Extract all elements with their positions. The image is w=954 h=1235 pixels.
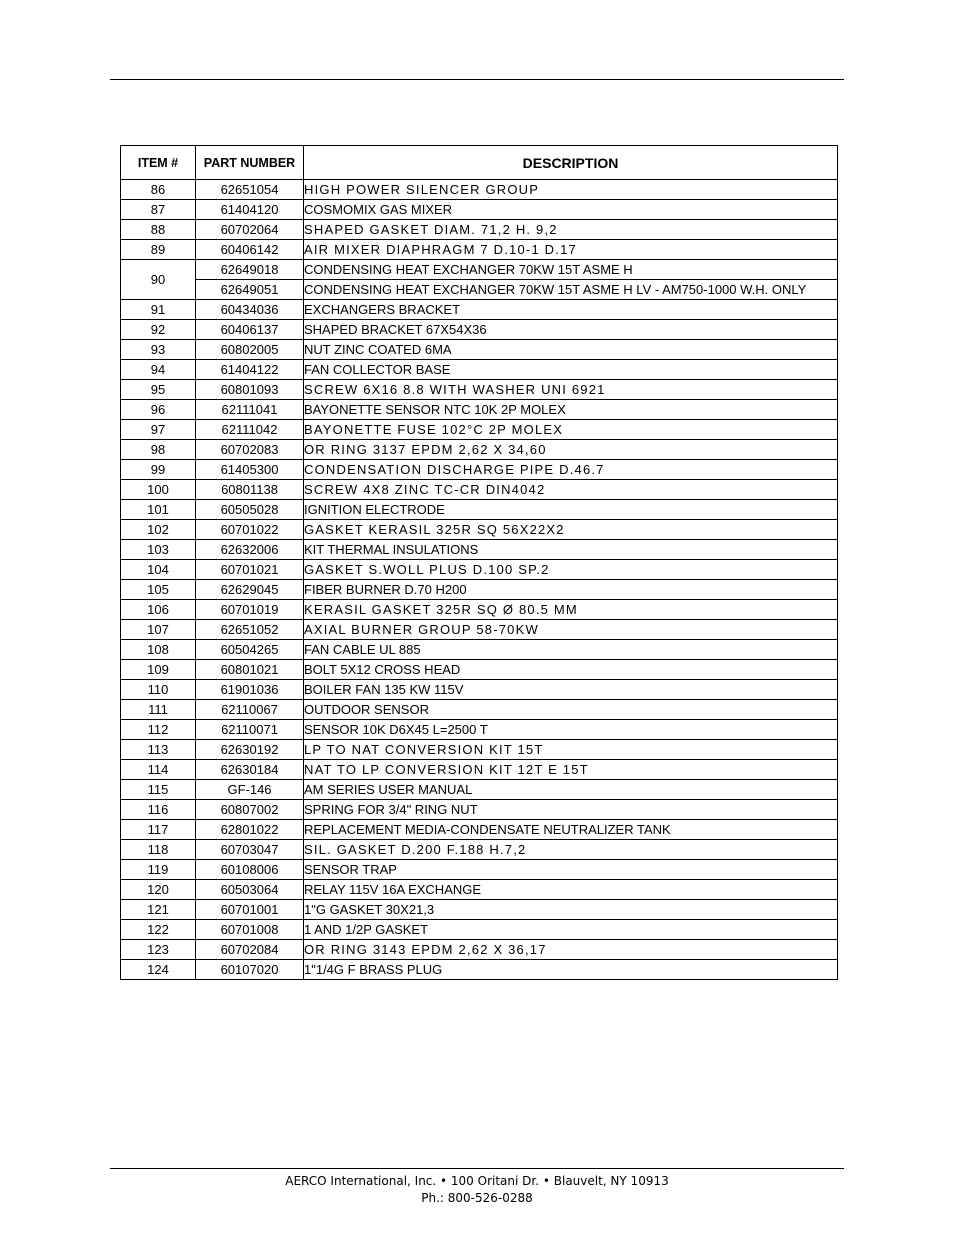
- item-number-cell: 91: [121, 300, 196, 320]
- table-row: [121, 260, 838, 280]
- part-number-cell: 61901036: [196, 680, 304, 700]
- header-part-number: PART NUMBER: [196, 146, 304, 180]
- description-cell: BAYONETTE SENSOR NTC 10K 2P MOLEX: [304, 400, 838, 420]
- description-cell: NAT TO LP CONVERSION KIT 12T E 15T: [304, 760, 838, 780]
- description-cell: GASKET S.WOLL PLUS D.100 SP.2: [304, 560, 838, 580]
- description-cell: OR RING 3137 EPDM 2,62 X 34,60: [304, 440, 838, 460]
- part-number-cell: 60802005: [196, 340, 304, 360]
- part-number-cell: 60702064: [196, 220, 304, 240]
- description-cell: BOLT 5X12 CROSS HEAD: [304, 660, 838, 680]
- table-row: [121, 760, 838, 780]
- part-number-cell: 61404122: [196, 360, 304, 380]
- table-row: [121, 940, 838, 960]
- item-number-cell: 112: [121, 720, 196, 740]
- table-row: [121, 320, 838, 340]
- table-row: [121, 920, 838, 940]
- footer-phone: Ph.: 800-526-0288: [421, 1191, 533, 1205]
- part-number-cell: 60504265: [196, 640, 304, 660]
- description-cell: NUT ZINC COATED 6MA: [304, 340, 838, 360]
- part-number-cell: 60701019: [196, 600, 304, 620]
- table-row: [121, 180, 838, 200]
- table-row: [121, 960, 838, 980]
- description-cell: KIT THERMAL INSULATIONS: [304, 540, 838, 560]
- part-number-cell: 62110071: [196, 720, 304, 740]
- table-row: [121, 600, 838, 620]
- description-cell: SCREW 6X16 8.8 WITH WASHER UNI 6921: [304, 380, 838, 400]
- table-row: [121, 720, 838, 740]
- part-number-cell: 60701008: [196, 920, 304, 940]
- description-cell: CONDENSING HEAT EXCHANGER 70KW 15T ASME H LV - AM750-1000 W.H. ONLY: [304, 280, 838, 300]
- table-row: [121, 360, 838, 380]
- table-row: [121, 840, 838, 860]
- item-number-cell: 124: [121, 960, 196, 980]
- item-number-cell: 117: [121, 820, 196, 840]
- item-number-cell: 101: [121, 500, 196, 520]
- item-number-cell: 102: [121, 520, 196, 540]
- description-cell: OUTDOOR SENSOR: [304, 700, 838, 720]
- part-number-cell: 62649018: [196, 260, 304, 280]
- item-number-cell: 104: [121, 560, 196, 580]
- item-number-cell: 103: [121, 540, 196, 560]
- part-number-cell: 62630184: [196, 760, 304, 780]
- item-number-cell: 108: [121, 640, 196, 660]
- description-cell: LP TO NAT CONVERSION KIT 15T: [304, 740, 838, 760]
- table-row: [121, 420, 838, 440]
- description-cell: CONDENSATION DISCHARGE PIPE D.46.7: [304, 460, 838, 480]
- item-number-cell: 118: [121, 840, 196, 860]
- table-row: [121, 900, 838, 920]
- table-row: [121, 800, 838, 820]
- part-number-cell: 60801021: [196, 660, 304, 680]
- item-number-cell: 96: [121, 400, 196, 420]
- part-number-cell: 60108006: [196, 860, 304, 880]
- part-number-cell: 62801022: [196, 820, 304, 840]
- part-number-cell: 60701001: [196, 900, 304, 920]
- table-row: [121, 240, 838, 260]
- table-row: [121, 280, 838, 300]
- description-cell: KERASIL GASKET 325R SQ Ø 80.5 MM: [304, 600, 838, 620]
- part-number-cell: 62111042: [196, 420, 304, 440]
- description-cell: RELAY 115V 16A EXCHANGE: [304, 880, 838, 900]
- table-row: [121, 580, 838, 600]
- item-number-cell: 99: [121, 460, 196, 480]
- part-number-cell: 60702084: [196, 940, 304, 960]
- part-number-cell: 60406137: [196, 320, 304, 340]
- part-number-cell: 62632006: [196, 540, 304, 560]
- description-cell: SIL. GASKET D.200 F.188 H.7,2: [304, 840, 838, 860]
- footer-rule: [110, 1168, 844, 1169]
- description-cell: HIGH POWER SILENCER GROUP: [304, 180, 838, 200]
- part-number-cell: 60801138: [196, 480, 304, 500]
- footer-address: AERCO International, Inc. • 100 Oritani Dr. • Blauvelt, NY 10913: [285, 1174, 669, 1188]
- item-number-cell: 123: [121, 940, 196, 960]
- description-cell: SPRING FOR 3/4" RING NUT: [304, 800, 838, 820]
- header-rule: [110, 79, 844, 80]
- description-cell: CONDENSING HEAT EXCHANGER 70KW 15T ASME H: [304, 260, 838, 280]
- table-row: [121, 460, 838, 480]
- item-number-cell: 107: [121, 620, 196, 640]
- item-number-cell: 114: [121, 760, 196, 780]
- part-number-cell: 62630192: [196, 740, 304, 760]
- table-row: [121, 740, 838, 760]
- item-number-cell: 105: [121, 580, 196, 600]
- description-cell: 1"1/4G F BRASS PLUG: [304, 960, 838, 980]
- part-number-cell: 62651052: [196, 620, 304, 640]
- part-number-cell: GF-146: [196, 780, 304, 800]
- item-number-cell: 98: [121, 440, 196, 460]
- part-number-cell: 62111041: [196, 400, 304, 420]
- part-number-cell: 61405300: [196, 460, 304, 480]
- description-cell: AM SERIES USER MANUAL: [304, 780, 838, 800]
- part-number-cell: 61404120: [196, 200, 304, 220]
- description-cell: SENSOR TRAP: [304, 860, 838, 880]
- description-cell: SCREW 4X8 ZINC TC-CR DIN4042: [304, 480, 838, 500]
- table-row: [121, 220, 838, 240]
- description-cell: IGNITION ELECTRODE: [304, 500, 838, 520]
- description-cell: AXIAL BURNER GROUP 58-70KW: [304, 620, 838, 640]
- item-number-cell: 115: [121, 780, 196, 800]
- table-row: [121, 620, 838, 640]
- table-row: [121, 440, 838, 460]
- item-number-cell: 86: [121, 180, 196, 200]
- part-number-cell: 60801093: [196, 380, 304, 400]
- description-cell: EXCHANGERS BRACKET: [304, 300, 838, 320]
- item-number-cell: 94: [121, 360, 196, 380]
- header-description: DESCRIPTION: [304, 146, 838, 180]
- part-number-cell: 60702083: [196, 440, 304, 460]
- item-number-cell: 120: [121, 880, 196, 900]
- table-row: [121, 200, 838, 220]
- table-row: [121, 340, 838, 360]
- description-cell: AIR MIXER DIAPHRAGM 7 D.10-1 D.17: [304, 240, 838, 260]
- description-cell: BOILER FAN 135 KW 115V: [304, 680, 838, 700]
- part-number-cell: 62651054: [196, 180, 304, 200]
- table-row: [121, 880, 838, 900]
- part-number-cell: 62110067: [196, 700, 304, 720]
- item-number-cell: 87: [121, 200, 196, 220]
- description-cell: FIBER BURNER D.70 H200: [304, 580, 838, 600]
- item-number-cell: 97: [121, 420, 196, 440]
- table-row: [121, 300, 838, 320]
- item-number-cell: 116: [121, 800, 196, 820]
- table-row: [121, 500, 838, 520]
- description-cell: FAN COLLECTOR BASE: [304, 360, 838, 380]
- part-number-cell: 62629045: [196, 580, 304, 600]
- table-header-row: [121, 146, 838, 180]
- table-row: [121, 700, 838, 720]
- table-row: [121, 400, 838, 420]
- description-cell: SENSOR 10K D6X45 L=2500 T: [304, 720, 838, 740]
- table-row: [121, 780, 838, 800]
- part-number-cell: 60107020: [196, 960, 304, 980]
- description-cell: GASKET KERASIL 325R SQ 56X22X2: [304, 520, 838, 540]
- table-row: [121, 380, 838, 400]
- part-number-cell: 60503064: [196, 880, 304, 900]
- table-row: [121, 480, 838, 500]
- description-cell: SHAPED GASKET DIAM. 71,2 H. 9,2: [304, 220, 838, 240]
- table-row: [121, 660, 838, 680]
- item-number-cell: 109: [121, 660, 196, 680]
- item-number-cell: 111: [121, 700, 196, 720]
- part-number-cell: 60701022: [196, 520, 304, 540]
- item-number-cell: 110: [121, 680, 196, 700]
- description-cell: 1"G GASKET 30X21,3: [304, 900, 838, 920]
- item-number-cell: 113: [121, 740, 196, 760]
- item-number-cell: 106: [121, 600, 196, 620]
- table-row: [121, 640, 838, 660]
- description-cell: FAN CABLE UL 885: [304, 640, 838, 660]
- item-number-cell: 100: [121, 480, 196, 500]
- part-number-cell: 62649051: [196, 280, 304, 300]
- table-row: [121, 820, 838, 840]
- item-number-cell: 95: [121, 380, 196, 400]
- description-cell: BAYONETTE FUSE 102°C 2P MOLEX: [304, 420, 838, 440]
- item-number-cell: 92: [121, 320, 196, 340]
- item-number-cell: 121: [121, 900, 196, 920]
- item-number-cell: 88: [121, 220, 196, 240]
- table-row: [121, 540, 838, 560]
- description-cell: COSMOMIX GAS MIXER: [304, 200, 838, 220]
- description-cell: REPLACEMENT MEDIA-CONDENSATE NEUTRALIZER TANK: [304, 820, 838, 840]
- part-number-cell: 60406142: [196, 240, 304, 260]
- table-row: [121, 680, 838, 700]
- parts-table: [120, 145, 838, 980]
- table-row: [121, 560, 838, 580]
- item-number-cell: 93: [121, 340, 196, 360]
- part-number-cell: 60505028: [196, 500, 304, 520]
- description-cell: OR RING 3143 EPDM 2,62 X 36,17: [304, 940, 838, 960]
- item-number-cell: 90: [121, 260, 196, 300]
- description-cell: SHAPED BRACKET 67X54X36: [304, 320, 838, 340]
- table-row: [121, 520, 838, 540]
- description-cell: 1 AND 1/2P GASKET: [304, 920, 838, 940]
- part-number-cell: 60701021: [196, 560, 304, 580]
- part-number-cell: 60807002: [196, 800, 304, 820]
- part-number-cell: 60703047: [196, 840, 304, 860]
- part-number-cell: 60434036: [196, 300, 304, 320]
- item-number-cell: 89: [121, 240, 196, 260]
- header-item-number: ITEM #: [121, 146, 196, 180]
- table-row: [121, 860, 838, 880]
- parts-table-body: [121, 180, 838, 980]
- item-number-cell: 119: [121, 860, 196, 880]
- item-number-cell: 122: [121, 920, 196, 940]
